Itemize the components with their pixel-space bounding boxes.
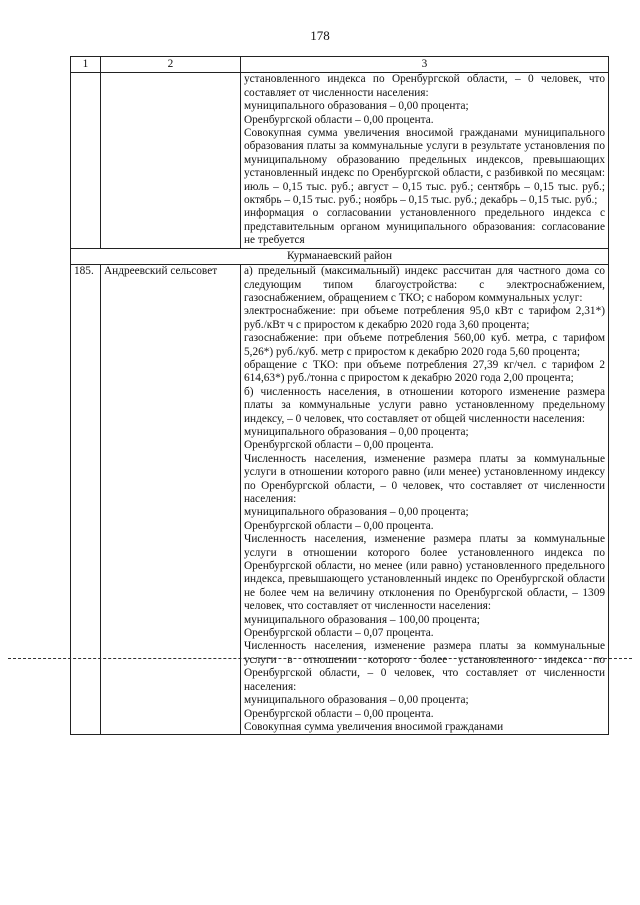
text-line: Оренбургской области – 0,00 процента. <box>244 439 434 452</box>
table-header-row <box>71 57 609 73</box>
column-header: 2 <box>101 57 241 73</box>
text-line: информация о согласовании установленного предельного индекса с представительным органом муниципального образования: согласование не требуется <box>244 207 605 247</box>
row-text <box>241 265 609 735</box>
page-number: 178 <box>310 28 330 43</box>
district-row <box>71 248 609 264</box>
text-line: Оренбургской области – 0,07 процента. <box>244 627 434 640</box>
text-line: Численность населения, изменение размера платы за коммунальные услуги в отношении которого более установленного индекса по Оренбургской области, но менее (или равно) установленного предельного индекса, превышающего установленный индекс по Оренбургской области не более чем на величину отклонения по Оренбургской области, – 1309 человек, что составляет от численности населения: <box>244 533 605 613</box>
empty-cell <box>71 73 101 248</box>
text-line: обращение с ТКО: при объеме потребления 27,39 кг/чел. с тарифом 2 614,63*) руб./тонна с приростом к декабрю 2020 года 2,00 процента; <box>244 358 605 385</box>
text-line: а) предельный (максимальный) индекс рассчитан для частного дома со следующим типом благоустройства: с электроснабжением, газоснабжением, обращением с ТКО; с набором коммунальных услуг: <box>244 265 605 304</box>
text-line: муниципального образования – 0,00 процента; <box>244 694 469 707</box>
text-line: Оренбургской области – 0,00 процента. <box>244 113 434 126</box>
text-line: Численность населения, изменение размера платы за коммунальные услуги в отношении которого более установленного индекса по Оренбургской области, – 0 человек, что составляет от численности населения: <box>244 640 605 693</box>
text-line: Оренбургской области – 0,00 процента. <box>244 519 434 532</box>
column-header: 1 <box>71 57 101 73</box>
row-number: 185. <box>71 265 101 735</box>
continuation-text <box>241 73 609 248</box>
text-line: Оренбургской области – 0,00 процента. <box>244 707 434 720</box>
text-line: муниципального образования – 0,00 процента; <box>244 100 469 113</box>
text-line: муниципального образования – 0,00 процента; <box>244 425 469 438</box>
text-line: б) численность населения, в отношении которого изменение размера платы за коммунальные услуги равно установленному предельному индексу, – 0 человек, что составляет от общей численности населения: <box>244 385 605 425</box>
text-line: муниципального образования – 0,00 процента; <box>244 506 469 519</box>
tariff-table <box>70 56 609 735</box>
text-line: электроснабжение: при объеме потребления 95,0 кВт с тарифом 2,31*) руб./кВт ч с приростом к декабрю 2020 года 3,60 процента; <box>244 305 605 331</box>
scan-cut-line <box>8 658 632 659</box>
municipality-name: Андреевский сельсовет <box>101 265 241 735</box>
text-line: Совокупная сумма увеличения вносимой гражданами <box>244 720 504 733</box>
column-header: 3 <box>241 57 609 73</box>
text-line: установленного индекса по Оренбургской области, – 0 человек, что составляет от численности населения: <box>244 73 605 99</box>
district-heading: Курманаевский район <box>71 248 609 264</box>
continuation-row <box>71 73 609 248</box>
text-line: муниципального образования – 100,00 процента; <box>244 613 480 626</box>
empty-cell <box>101 73 241 248</box>
text-line: газоснабжение: при объеме потребления 560,00 куб. метра, с тарифом 5,26*) руб./куб. метр с приростом к декабрю 2020 года 5,60 процента; <box>244 332 605 358</box>
text-line: Численность населения, изменение размера платы за коммунальные услуги в отношении которого равно (или менее) установленному индексу по Оренбургской области, – 0 человек, что составляет от численности населения: <box>244 452 605 505</box>
text-line: Совокупная сумма увеличения вносимой гражданами муниципального образования платы за коммунальные услуги в результате установления по муниципальному образованию предельных индексов, превышающих установленный индекс по Оренбургской области, с разбивкой по месяцам: июль – 0,15 тыс. руб.; август – 0,15 тыс. руб.; сентябрь – 0,15 тыс. руб.; октябрь – 0,15 тыс. руб.; ноябрь – 0,15 тыс. руб.; декабрь – 0,15 тыс. руб.; <box>244 127 605 207</box>
table-row <box>71 265 609 735</box>
